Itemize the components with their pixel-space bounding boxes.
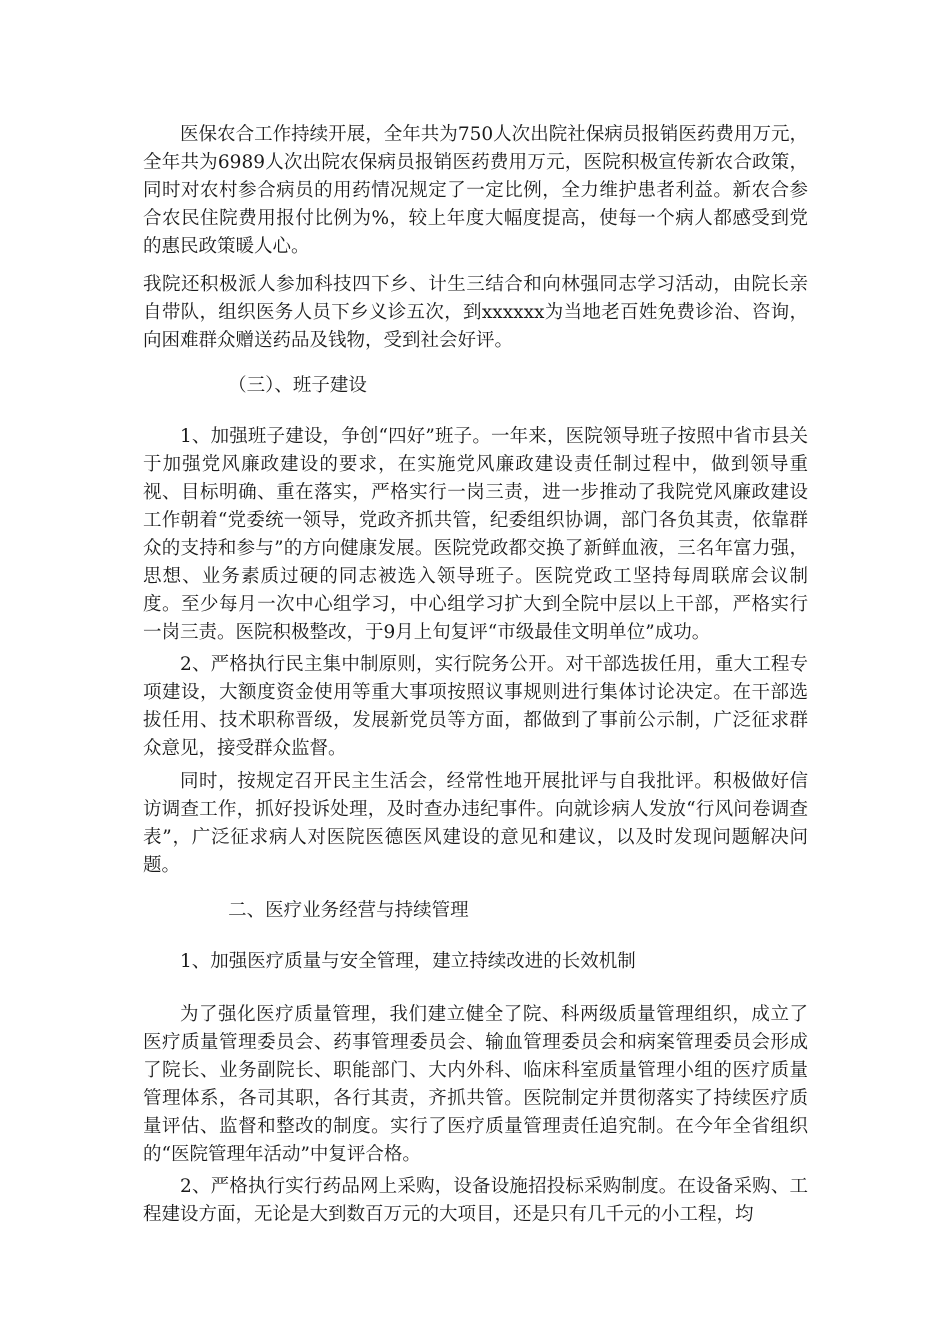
paragraph-team-building-1: 1、加强班子建设，争创“四好”班子。一年来，医院领导班子按照中省市县关于加强党风廉政建设的要求，在实施党风廉政建设责任制过程中，做到领导重视、目标明确、重在落实，严格实行一岗三责，进一步推动了我院党风廉政建设工作朝着“党委统一领导，党政齐抓共管，纪委组织协调，部门各负其责，依靠群众的支持和参与”的方向健康发展。医院党政都交换了新鲜血液，三名年富力强，思想、业务素质过硬的同志被选入领导班子。医院党政工坚持每周联席会议制度。至少每月一次中心组学习，中心组学习扩大到全院中层以上干部，严格实行一岗三责。医院积极整改，于9月上旬复评“市级最佳文明单位”成功。	[143, 426, 808, 643]
paragraph-democratic-centralism: 2、严格执行民主集中制原则，实行院务公开。对干部选拔任用，重大工程专项建设，大额度资金使用等重大事项按照议事规则进行集体讨论决定。在干部选拔任用、技术职称晋级，发展新党员等方面，都做到了事前公示制，广泛征求群众意见，接受群众监督。	[143, 654, 808, 759]
section-heading-team-building: （三）、班子建设	[228, 375, 367, 396]
paragraph-medical-insurance: 医保农合工作持续开展，全年共为750人次出院社保病员报销医药费用万元，全年共为6989人次出院农保病员报销医药费用万元，医院积极宣传新农合政策，同时对农村参合病员的用药情况规定了一定比例，全力维护患者利益。新农合参合农民住院费用报付比例为%，较上年度大幅度提高，使每一个病人都感受到党的惠民政策暖人心。	[143, 124, 808, 257]
paragraph-self-criticism: 同时，按规定召开民主生活会，经常性地开展批评与自我批评。积极做好信访调查工作，抓好投诉处理，及时查办违纪事件。向就诊病人发放“行风问卷调查表”，广泛征求病人对医院医德医风建设的意见和建议，以及时发现问题解决问题。	[143, 771, 808, 876]
paragraph-quality-management: 为了强化医疗质量管理，我们建立健全了院、科两级质量管理组织，成立了医疗质量管理委员会、药事管理委员会、输血管理委员会和病案管理委员会形成了院长、业务副院长、职能部门、大内外科、临床科室质量管理小组的医疗质量管理体系，各司其职，各行其责，齐抓共管。医院制定并贯彻落实了持续医疗质量评估、监督和整改的制度。实行了医疗质量管理责任追究制。在今年全省组织的“医院管理年活动”中复评合格。	[143, 1004, 808, 1165]
paragraph-procurement: 2、严格执行实行药品网上采购，设备设施招投标采购制度。在设备采购、工程建设方面，无论是大到数百万元的大项目，还是只有几千元的小工程，均	[143, 1176, 808, 1225]
section-heading-medical-business: 二、医疗业务经营与持续管理	[228, 900, 469, 921]
subheading-quality-safety: 1、加强医疗质量与安全管理，建立持续改进的长效机制	[180, 951, 636, 972]
paragraph-outreach: 我院还积极派人参加科技四下乡、计生三结合和向林强同志学习活动，由院长亲自带队，组织医务人员下乡义诊五次，到xxxxxx为当地老百姓免费诊治、咨询，向困难群众赠送药品及钱物，受到社会好评。	[143, 274, 808, 351]
